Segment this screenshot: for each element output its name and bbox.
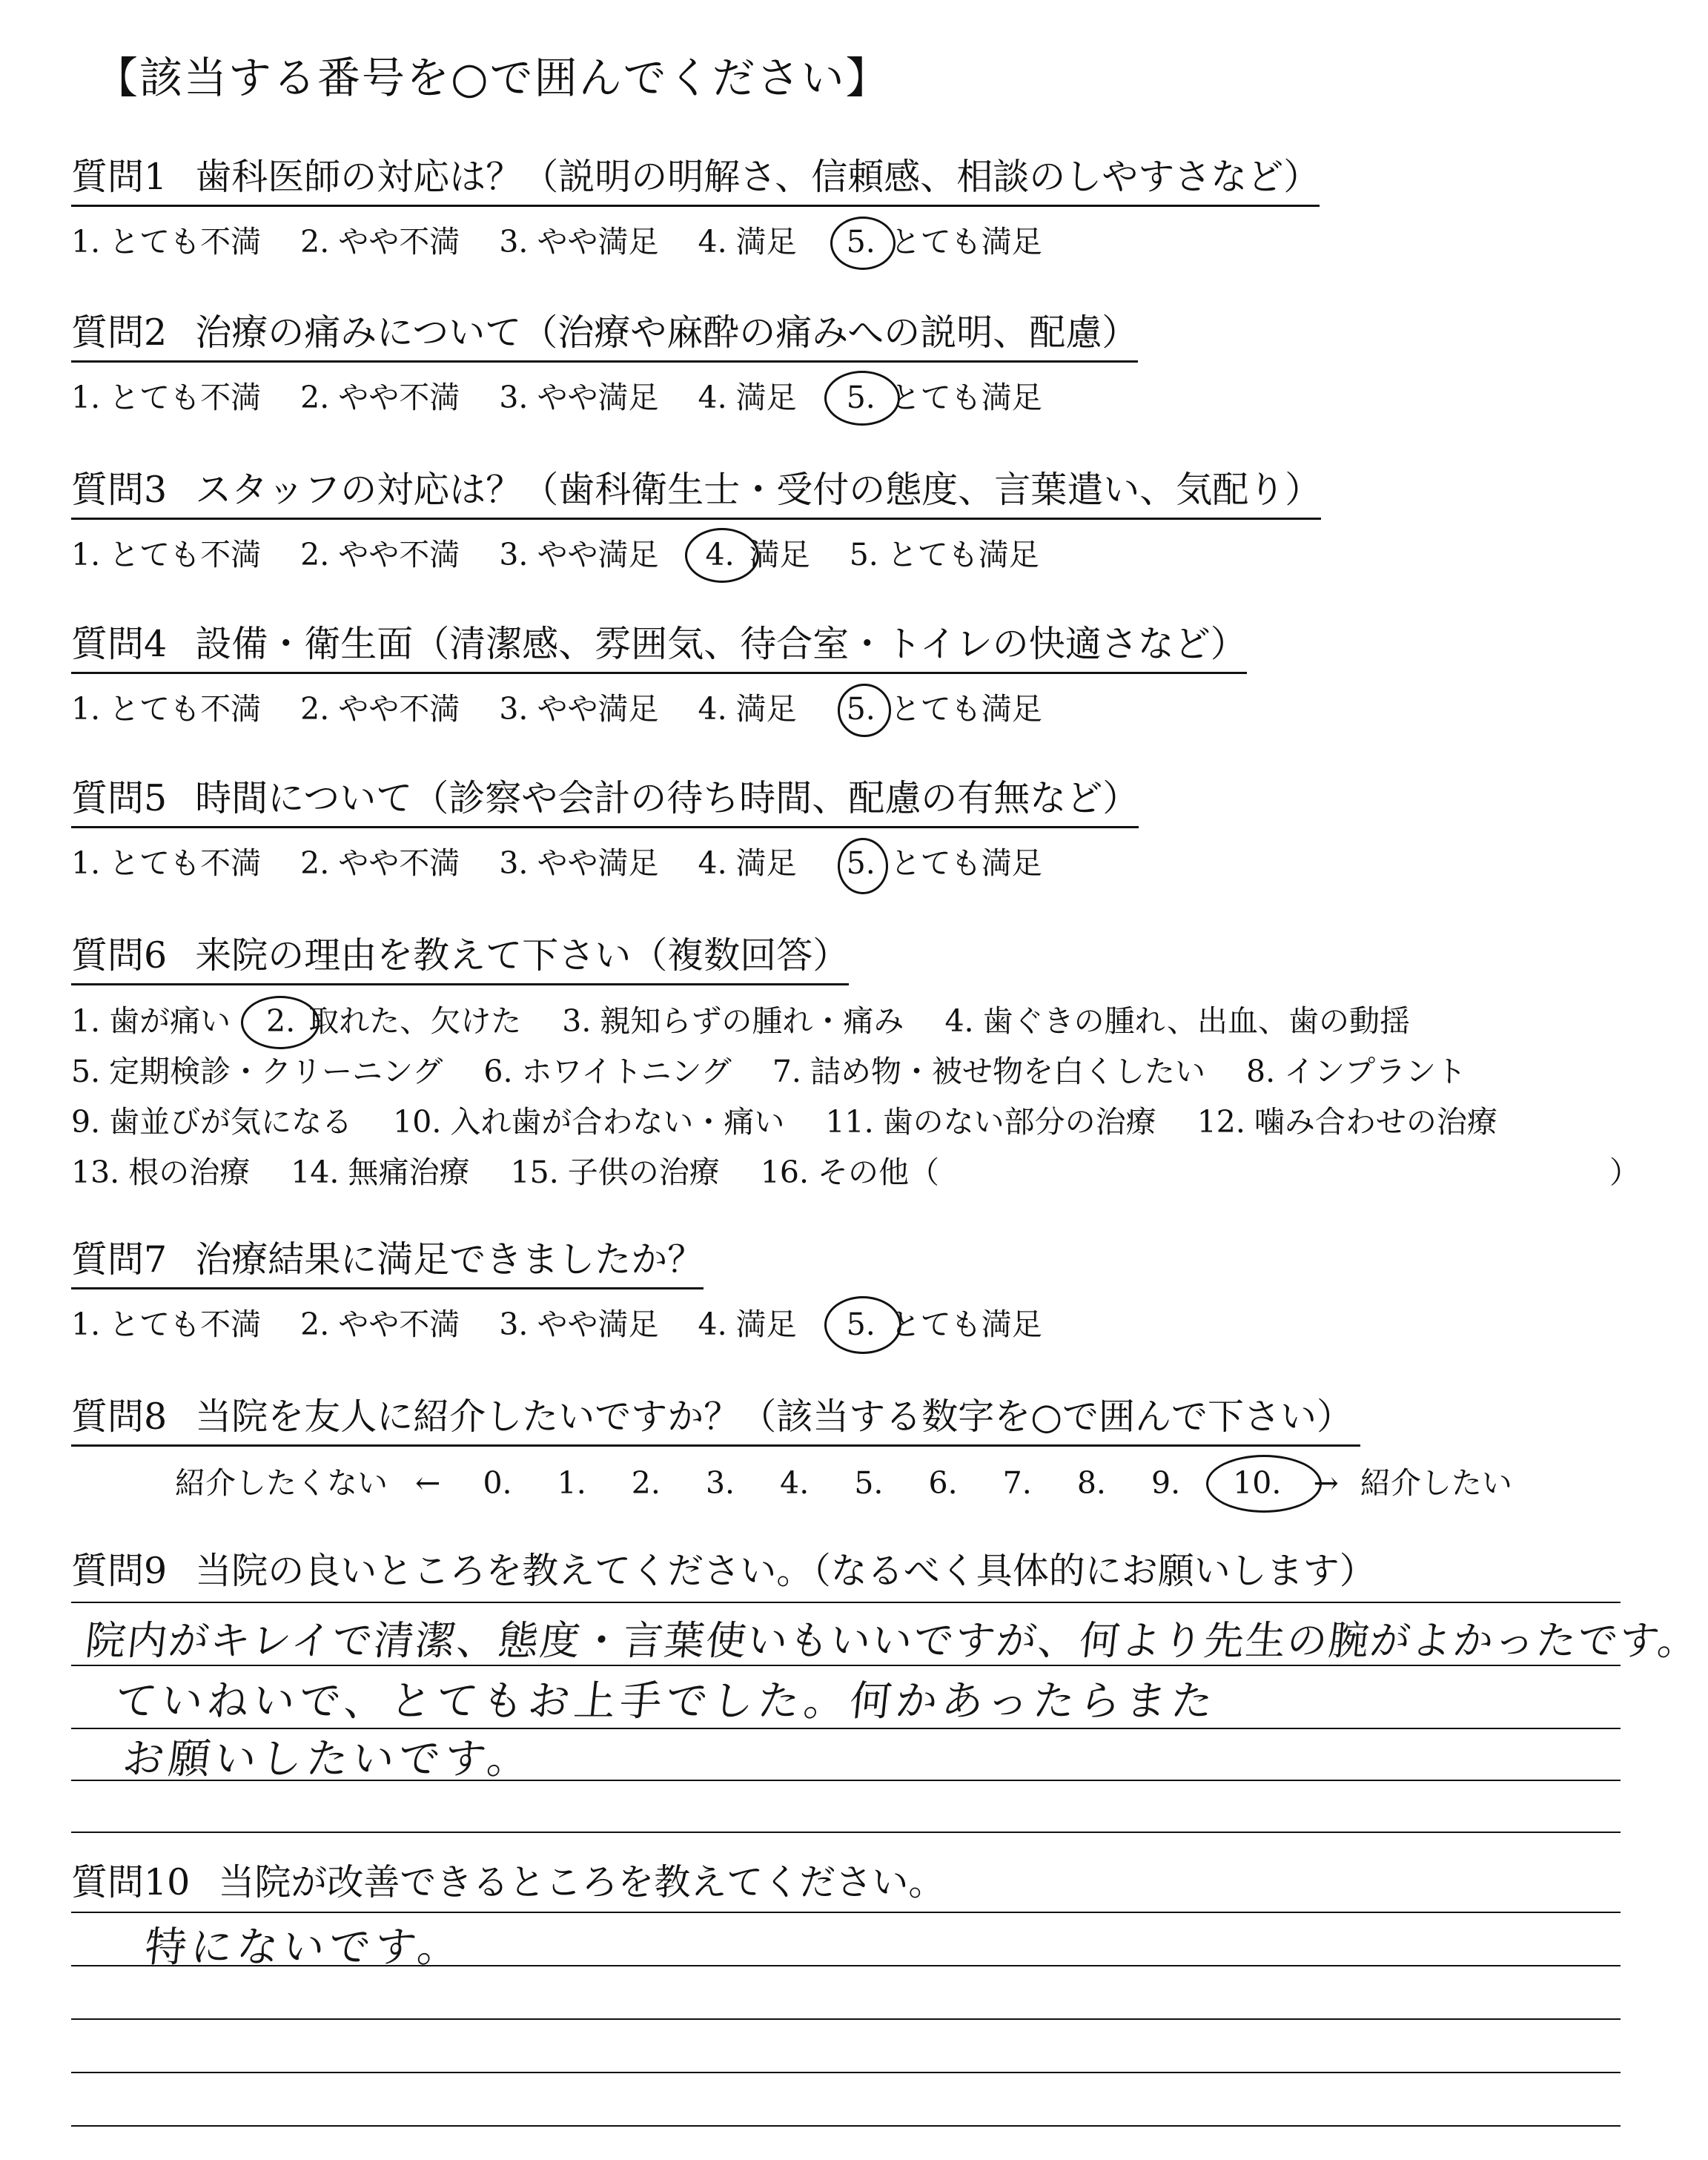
option-2[interactable]: 2. やや不満 xyxy=(300,537,460,572)
scale-value-9[interactable]: 9. xyxy=(1151,1465,1181,1501)
recommend-scale xyxy=(71,1459,1643,1502)
option-1[interactable]: 1. とても不満 xyxy=(71,1307,262,1342)
question-number: 質問9 xyxy=(71,1550,168,1592)
page-title: 【該当する番号を○で囲んでください】 xyxy=(95,53,890,103)
option-4[interactable]: 4. 満足 xyxy=(698,224,797,260)
reason-option-5[interactable]: 5. 定期検診・クリーニング xyxy=(71,1054,443,1089)
reason-option-8[interactable]: 8. インプラント xyxy=(1246,1054,1467,1089)
reason-option-3[interactable]: 3. 親知らずの腫れ・痛み xyxy=(562,1003,904,1039)
rating-options xyxy=(71,839,1643,882)
option-3[interactable]: 3. やや満足 xyxy=(499,224,659,260)
option-2[interactable]: 2. やや不満 xyxy=(300,224,460,260)
selection-circle xyxy=(838,838,888,894)
question-text: 当院の良いところを教えてください。（なるべく具体的にお願いします） xyxy=(195,1550,1376,1592)
question-title xyxy=(71,1231,704,1289)
question-number: 質問7 xyxy=(71,1238,168,1281)
handwritten-answer: 特にないです。 xyxy=(142,1923,466,1972)
answer-area-10[interactable] xyxy=(71,1912,1621,2134)
reason-option-1[interactable]: 1. 歯が痛い xyxy=(71,1003,231,1039)
reason-option-10[interactable]: 10. 入れ歯が合わない・痛い xyxy=(393,1104,785,1140)
option-2[interactable]: 2. やや不満 xyxy=(300,691,460,727)
scale-value-0[interactable]: 0. xyxy=(483,1465,512,1501)
option-4[interactable]: 4. 満足 xyxy=(698,1307,797,1342)
question-2 xyxy=(71,304,1643,417)
question-text: 時間について（診察や会計の待ち時間、配慮の有無など） xyxy=(195,777,1139,819)
reason-option-9[interactable]: 9. 歯並びが気になる xyxy=(71,1104,353,1140)
question-number: 質問10 xyxy=(71,1861,191,1903)
question-title xyxy=(71,1542,1376,1599)
reason-option-16[interactable]: 16. その他（ xyxy=(760,1155,940,1190)
question-number: 質問4 xyxy=(71,623,168,665)
option-4[interactable]: 4. 満足 xyxy=(698,380,797,415)
scale-value-2[interactable]: 2. xyxy=(631,1465,661,1501)
rating-options xyxy=(71,1300,1643,1344)
reason-option-14[interactable]: 14. 無痛治療 xyxy=(291,1155,470,1190)
scale-value-4[interactable]: 4. xyxy=(780,1465,810,1501)
question-4 xyxy=(71,615,1643,728)
option-5-selected[interactable]: 5. とても満足 xyxy=(836,1300,1042,1344)
option-2[interactable]: 2. やや不満 xyxy=(300,1307,460,1342)
question-10 xyxy=(71,1854,1643,1910)
question-number: 質問1 xyxy=(71,156,168,198)
question-title xyxy=(71,770,1139,828)
rating-options xyxy=(71,217,1643,261)
option-3[interactable]: 3. やや満足 xyxy=(499,845,659,881)
option-1[interactable]: 1. とても不満 xyxy=(71,845,262,881)
scale-value-6[interactable]: 6. xyxy=(928,1465,958,1501)
option-3[interactable]: 3. やや満足 xyxy=(499,537,659,572)
option-5-selected[interactable]: 5. とても満足 xyxy=(836,373,1042,417)
question-1 xyxy=(71,148,1643,261)
option-5[interactable]: 5. とても満足 xyxy=(849,537,1039,572)
question-9 xyxy=(71,1542,1643,1599)
question-6 xyxy=(71,927,1643,1198)
question-number: 質問6 xyxy=(71,934,168,977)
question-number: 質問8 xyxy=(71,1396,168,1438)
reason-option-4[interactable]: 4. 歯ぐきの腫れ、出血、歯の動揺 xyxy=(944,1003,1411,1039)
scale-value-10-selected[interactable]: 10. xyxy=(1233,1465,1281,1501)
question-title xyxy=(71,304,1138,363)
question-8 xyxy=(71,1388,1643,1502)
question-title xyxy=(71,461,1321,520)
question-number: 質問2 xyxy=(71,311,168,354)
question-title xyxy=(71,1854,944,1910)
arrow-left-icon: ← xyxy=(415,1465,441,1501)
selection-circle xyxy=(685,528,759,583)
question-text: スタッフの対応は？（歯科衛生士・受付の態度、言葉遣い、気配り） xyxy=(195,469,1322,511)
question-text: 当院が改善できるところを教えてください。 xyxy=(218,1861,945,1903)
selection-circle xyxy=(824,371,900,426)
reason-options xyxy=(71,996,1665,1198)
option-3[interactable]: 3. やや満足 xyxy=(499,380,659,415)
reason-option-15[interactable]: 15. 子供の治療 xyxy=(510,1155,720,1190)
option-3[interactable]: 3. やや満足 xyxy=(499,1307,659,1342)
question-title xyxy=(71,615,1247,674)
question-text: 当院を友人に紹介したいですか？（該当する数字を○で囲んで下さい） xyxy=(195,1396,1353,1438)
handwritten-answer-line-3: お願いしたいです。 xyxy=(120,1735,536,1783)
option-4-selected[interactable]: 4. 満足 xyxy=(698,530,810,574)
question-text: 設備・衛生面（清潔感、雰囲気、待合室・トイレの快適さなど） xyxy=(195,623,1247,665)
rating-options xyxy=(71,530,1643,574)
question-5 xyxy=(71,770,1643,882)
question-title xyxy=(71,148,1320,207)
handwritten-answer-line-1: 院内がキレイで清潔、態度・言葉使いもいいですが、何より先生の腕がよかったです。 xyxy=(83,1617,1702,1664)
question-number: 質問3 xyxy=(71,469,168,511)
reason-option-6[interactable]: 6. ホワイトニング xyxy=(483,1054,732,1089)
question-text: 治療結果に満足できましたか？ xyxy=(195,1238,704,1281)
scale-value-5[interactable]: 5. xyxy=(854,1465,884,1501)
other-close-paren: ） xyxy=(1609,1155,1640,1190)
reason-option-2-selected[interactable]: 2. 取れた、欠けた xyxy=(262,996,521,1046)
arrow-right-icon: → xyxy=(1313,1465,1339,1501)
option-1[interactable]: 1. とても不満 xyxy=(71,537,262,572)
question-text: 来院の理由を教えて下さい（複数回答） xyxy=(195,934,850,977)
question-3 xyxy=(71,461,1643,574)
option-5-selected[interactable]: 5. とても満足 xyxy=(836,684,1042,728)
option-5-selected[interactable]: 5. とても満足 xyxy=(836,217,1042,261)
handwritten-answer-line-2: ていねいで、とてもお上手でした。何かあったらまた xyxy=(113,1677,1220,1725)
selection-circle xyxy=(830,217,896,270)
rating-options xyxy=(71,373,1643,417)
option-4[interactable]: 4. 満足 xyxy=(698,691,797,727)
scale-value-1[interactable]: 1. xyxy=(557,1465,586,1501)
reason-option-11[interactable]: 11. 歯のない部分の治療 xyxy=(825,1104,1156,1140)
option-3[interactable]: 3. やや満足 xyxy=(499,691,659,727)
option-1[interactable]: 1. とても不満 xyxy=(71,224,262,260)
scale-value-3[interactable]: 3. xyxy=(705,1465,735,1501)
question-text: 治療の痛みについて（治療や麻酔の痛みへの説明、配慮） xyxy=(195,311,1139,354)
answer-area-9[interactable] xyxy=(71,1602,1702,1824)
option-2[interactable]: 2. やや不満 xyxy=(300,845,460,881)
question-number: 質問5 xyxy=(71,777,168,819)
option-5-selected[interactable]: 5. とても満足 xyxy=(836,839,1042,882)
rating-options xyxy=(71,684,1643,728)
scale-value-7[interactable]: 7. xyxy=(1002,1465,1032,1501)
option-1[interactable]: 1. とても不満 xyxy=(71,380,262,415)
question-title xyxy=(71,1388,1360,1447)
scale-value-8[interactable]: 8. xyxy=(1076,1465,1106,1501)
scale-left-label: 紹介したくない xyxy=(175,1465,388,1501)
scale-right-label: 紹介したい xyxy=(1360,1465,1512,1501)
reason-option-13[interactable]: 13. 根の治療 xyxy=(71,1155,251,1190)
reason-option-7[interactable]: 7. 詰め物・被せ物を白くしたい xyxy=(772,1054,1205,1089)
option-4[interactable]: 4. 満足 xyxy=(698,845,797,881)
option-2[interactable]: 2. やや不満 xyxy=(300,380,460,415)
question-7 xyxy=(71,1231,1643,1344)
reason-option-12[interactable]: 12. 噛み合わせの治療 xyxy=(1196,1104,1497,1140)
option-1[interactable]: 1. とても不満 xyxy=(71,691,262,727)
selection-circle xyxy=(838,684,891,737)
question-title xyxy=(71,927,849,985)
question-text: 歯科医師の対応は？（説明の明解さ、信頼感、相談のしやすさなど） xyxy=(195,156,1320,198)
